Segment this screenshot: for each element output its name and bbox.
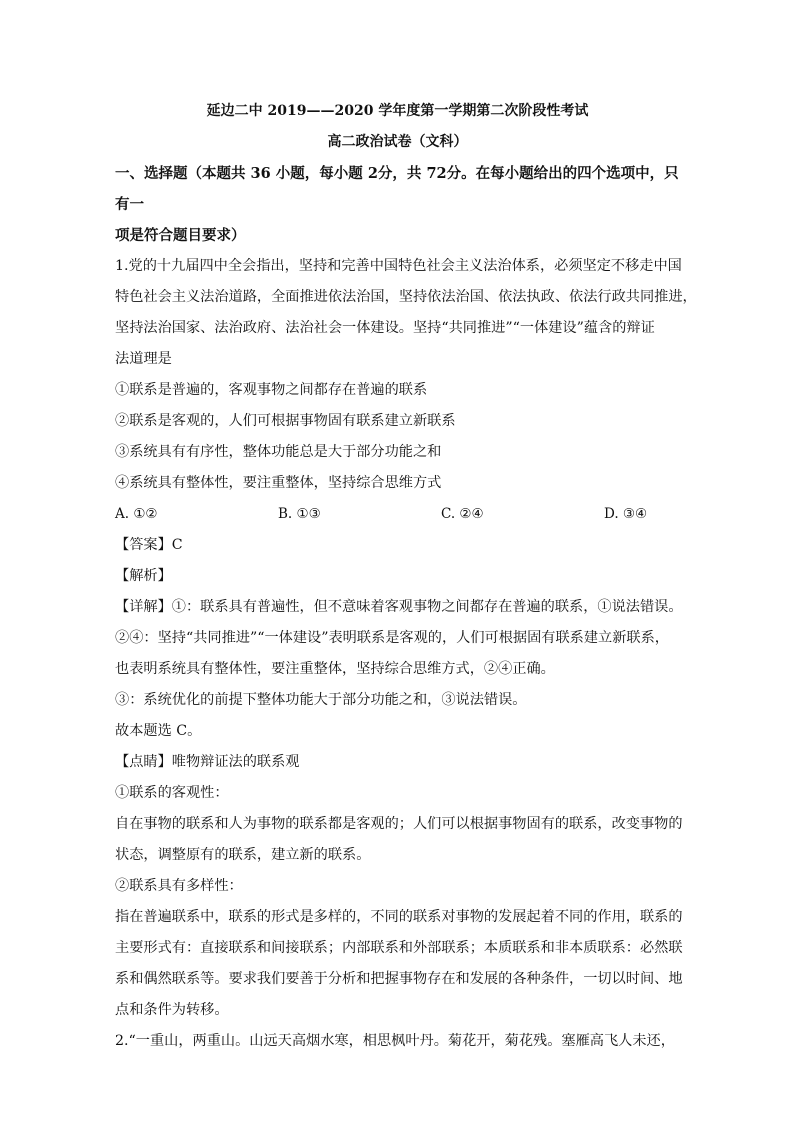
key-point-line: 点和条件为转移。 xyxy=(115,1002,229,1018)
exam-title: 延边二中 2019——2020 学年度第一学期第二次阶段性考试 xyxy=(206,103,589,119)
statement-item: ③系统具有有序性，整体功能总是大于部分功能之和 xyxy=(115,444,442,460)
question-2 xyxy=(115,1026,680,1057)
section-heading-line: 一、选择题（本题共 36 小题，每小题 2分，共 72分。在每小题给出的四个选项中，只有一 xyxy=(115,165,679,213)
analysis-line: ②④：坚持“共同推进”“一体建设”表明联系是客观的，人们可根据固有联系建立新联系， xyxy=(115,630,669,646)
key-point-line: 状态，调整原有的联系，建立新的联系。 xyxy=(115,847,371,863)
key-point-line: ②联系具有多样性： xyxy=(115,878,243,894)
analysis-heading: 【解析】 xyxy=(115,568,172,584)
exam-subtitle: 高二政治试卷（文科） xyxy=(327,134,468,150)
statement-item: ②联系是客观的，人们可根据事物固有联系建立新联系 xyxy=(115,413,456,429)
key-point-line: 主要形式有：直接联系和间接联系；内部联系和外部联系；本质联系和非本质联系：必然联 xyxy=(115,940,683,956)
option-a: A. ①② xyxy=(115,506,158,522)
analysis-line: 也表明系统具有整体性，要注重整体，坚持综合思维方式，②④正确。 xyxy=(115,661,555,677)
exam-page xyxy=(115,96,697,1057)
key-point-line: 【点睛】唯物辩证法的联系观 xyxy=(115,754,300,770)
question-stem-line: 坚持法治国家、法治政府、法治社会一体建设。坚持“共同推进”“一体建设”蕴含的辩证 xyxy=(115,320,655,336)
analysis-line: 故本题选 C。 xyxy=(115,723,202,739)
section-heading xyxy=(115,158,680,251)
statement-item: ①联系是普遍的，客观事物之间都存在普遍的联系 xyxy=(115,382,428,398)
question-stem-line: 2.“一重山，两重山。山远天高烟水寒，相思枫叶丹。菊花开，菊花残。塞雁高飞人未还， xyxy=(115,1033,675,1049)
analysis-line: 【详解】①：联系具有普遍性，但不意味着客观事物之间都存在普遍的联系，①说法错误。 xyxy=(115,599,683,615)
key-point-line: ①联系的客观性： xyxy=(115,785,229,801)
section-heading-line: 项是符合题目要求） xyxy=(115,227,246,244)
option-c: C. ②④ xyxy=(441,506,484,522)
question-stem-line: 1.党的十九届四中全会指出，坚持和完善中国特色社会主义法治体系，必须坚定不移走中国 xyxy=(115,258,682,274)
question-1 xyxy=(115,251,697,1026)
statement-item: ④系统具有整体性，要注重整体，坚持综合思维方式 xyxy=(115,475,442,491)
question-stem-line: 特色社会主义法治道路，全面推进依法治国，坚持依法治国、依法执政、依法行政共同推进， xyxy=(115,289,697,305)
option-b: B. ①③ xyxy=(278,506,321,522)
analysis-line: ③：系统优化的前提下整体功能大于部分功能之和，③说法错误。 xyxy=(115,692,527,708)
answer-line: 【答案】C xyxy=(115,537,183,553)
key-point-line: 系和偶然联系等。要求我们要善于分析和把握事物存在和发展的各种条件，一切以时间、地 xyxy=(115,971,683,987)
question-stem-line: 法道理是 xyxy=(115,351,172,367)
key-point-line: 自在事物的联系和人为事物的联系都是客观的；人们可以根据事物固有的联系，改变事物的 xyxy=(115,816,683,832)
option-d: D. ③④ xyxy=(604,506,648,522)
key-point-line: 指在普遍联系中，联系的形式是多样的，不同的联系对事物的发展起着不同的作用，联系的 xyxy=(115,909,683,925)
answer-options xyxy=(115,499,680,530)
